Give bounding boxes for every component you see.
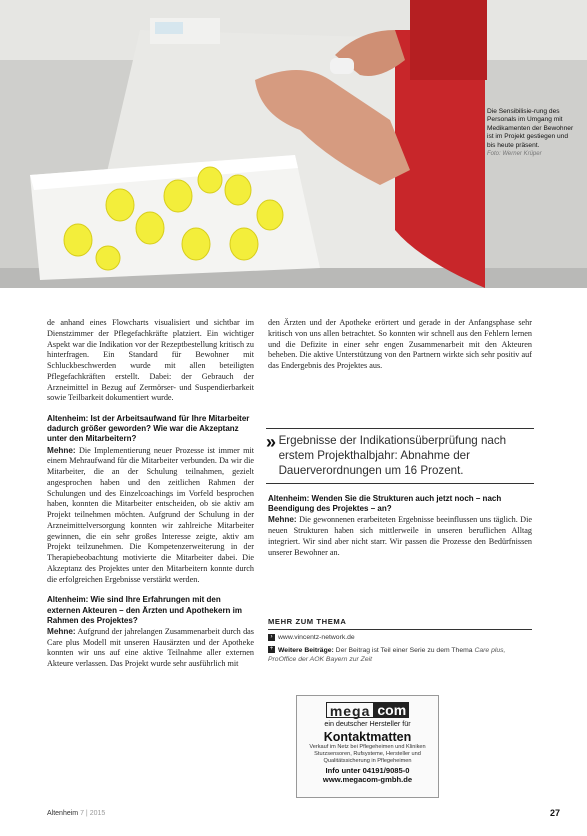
publication-name: Altenheim xyxy=(47,810,79,817)
page-footer xyxy=(47,810,560,822)
more-link[interactable]: www.vincentz-network.de xyxy=(278,634,355,641)
ad-small-line-1: Verkauf im Netz bei Pflegeheimen und Kliniken xyxy=(309,744,426,750)
article-photo xyxy=(0,0,587,288)
article-column-right-bottom xyxy=(268,494,532,558)
pull-quote xyxy=(266,428,534,484)
ad-small-line-2: Sturzsensoren, Rufsysteme, Hersteller und xyxy=(314,751,421,757)
more-articles-row xyxy=(268,646,532,665)
article-column-right-top xyxy=(268,318,532,372)
article-column-left xyxy=(47,318,254,670)
ad-url[interactable]: www.megacom-gmbh.de xyxy=(322,775,413,784)
ad-small-line-3: Qualitätssicherung in Pflegeheimen xyxy=(323,758,412,764)
more-articles-text: Der Beitrag ist Teil einer Serie zu dem Thema xyxy=(335,646,473,654)
photo-credit: Foto: Werner Krüper xyxy=(487,151,542,158)
answer-text: Die Implementierung neuer Prozesse ist immer mit einem Mehraufwand für die Mitarbeiter verbunden. Da wir die Mitarbeiter, die an der Schulung teilnahmen, gezielt angesprochen haben und den zeitlichen Rahmen der Schulungen und des Einzelcoachings im Vorfeld besprochen haben, konnten die Mitarbeiter entscheiden, ob sie aktiv am Projekt teilnehmen möchten. Aufgrund der Schulung in der Arzneimittelversorgung konnten wir zahlreiche Mitarbeiter gewinnen, die ein sehr großes Interesse zeigte, aktiv am Projekt teilzunehmen. Die Kompetenzerweiterung in der Therapiebeobachtung motivierte die Mitarbeiter dabei. Die Akzeptanz des Projektes unter den Mitarbeitern konnte durch die erfolgreichen Ergebnisse verstärkt werden. xyxy=(47,445,254,584)
plus-icon: + xyxy=(269,646,274,653)
answer-speaker: Mehne: xyxy=(268,515,297,525)
answer-speaker: Mehne: xyxy=(47,626,76,636)
pull-quote-rule-bottom xyxy=(266,483,534,484)
page-number: 27 xyxy=(549,808,560,818)
interview-answer-2 xyxy=(47,627,254,670)
double-arrow-icon: » xyxy=(266,432,277,452)
ad-subtitle: ein deutscher Hersteller für xyxy=(324,719,411,728)
more-articles-label: Weitere Beiträge: xyxy=(278,646,334,654)
ad-headline: Kontaktmatten xyxy=(323,730,412,744)
intro-paragraph: de anhand eines Flowcharts visualisiert und sichtbar im Dienstzimmer der Pflegefachkräfte platziert. Ein wichtiger Aspekt war die Indikation vor der Rezeptbestellung kritisch zu hinterfragen. Ein Standard für Bewohner mit Schluckbeschwerden wurde mit allen beteiligten Pflegefachkräften erstellt. Dabei: der Gebrauch der Arzneimittel in Bezug auf Zermörser- und Suspendierbarkeit sowie Teilbarkeit dokumentiert wurde. xyxy=(47,318,254,403)
answer-text: Aufgrund der jahrelangen Zusammenarbeit durch das Care plus Modell mit unseren Hausärzten und der Apotheke konnten wir uns auf eine aktive Teilnahme aller externen Akteure verlassen. Das Projekt wurde sehr ausführlich mit xyxy=(47,626,254,669)
photo-caption xyxy=(487,108,577,158)
more-articles-italic: Care plus, ProOffice der AOK Bayern zur Zeit xyxy=(268,646,506,664)
footer-publication xyxy=(47,810,105,817)
interview-answer-1 xyxy=(47,446,254,586)
pull-quote-rule-top xyxy=(266,428,534,429)
pull-quote-text: Ergebnisse der Indikationsüberprüfung nach erstem Projekthalbjahr: Abnahme der Dauerverordnungen um 16 Prozent. xyxy=(278,434,507,477)
more-on-topic-title: MEHR ZUM THEMA xyxy=(268,617,532,630)
answer-text: Die gewonnenen erarbeiteten Ergebnisse beeinflussen uns täglich. Die neuen Strukturen haben sich mittlerweile in unseren beruflichen Alltag integriert. Wir sind aber nicht starr. Wir passen die Prozesse den Bedürfnissen unserer Bewohner an. xyxy=(268,515,533,557)
more-link-row xyxy=(268,633,532,643)
advertisement-megacom[interactable] xyxy=(296,695,439,798)
more-on-topic-box xyxy=(268,617,532,665)
interview-question-2: Altenheim: Wie sind Ihre Erfahrungen mit den externen Akteuren – den Ärzten und Apothekern im Rahmen des Projektes? xyxy=(47,595,242,625)
ad-phone: Info unter 04191/9085-0 xyxy=(325,766,410,775)
logo-part-right: com xyxy=(374,702,409,718)
issue-number: 7 | 2015 xyxy=(80,810,106,817)
answer-speaker: Mehne: xyxy=(47,445,76,455)
interview-question-3: Altenheim: Wenden Sie die Strukturen auch jetzt noch – nach Beendigung des Projektes – an? xyxy=(268,494,502,514)
photo-caption-text: Die Sensibilisie-rung des Personals im Umgang mit Medikamenten der Bewohner ist im Projekt gestiegen und bis heute präsent. xyxy=(487,108,574,149)
logo-part-left: mega xyxy=(326,702,375,718)
link-arrow-icon: › xyxy=(268,634,275,641)
megacom-logo xyxy=(308,702,428,718)
interview-question-1: Altenheim: Ist der Arbeitsaufwand für Ihre Mitarbeiter dadurch größer geworden? Wie war die Akzeptanz unter den Mitarbeitern? xyxy=(47,414,250,444)
continuation-paragraph: den Ärzten und der Apotheke erörtert und gerade in der Anfangsphase sehr kritisch von uns allen betrachtet. So konnten wir schnell aus den Fehlern lernen und die Defizite in einer sehr engen Zusammenarbeit mit den Akteuren beheben. Die aktive Unterstützung von den Partnern wirkte sich sehr positiv auf das Endergebnis des Projektes aus. xyxy=(268,318,532,370)
interview-answer-3 xyxy=(268,515,532,558)
